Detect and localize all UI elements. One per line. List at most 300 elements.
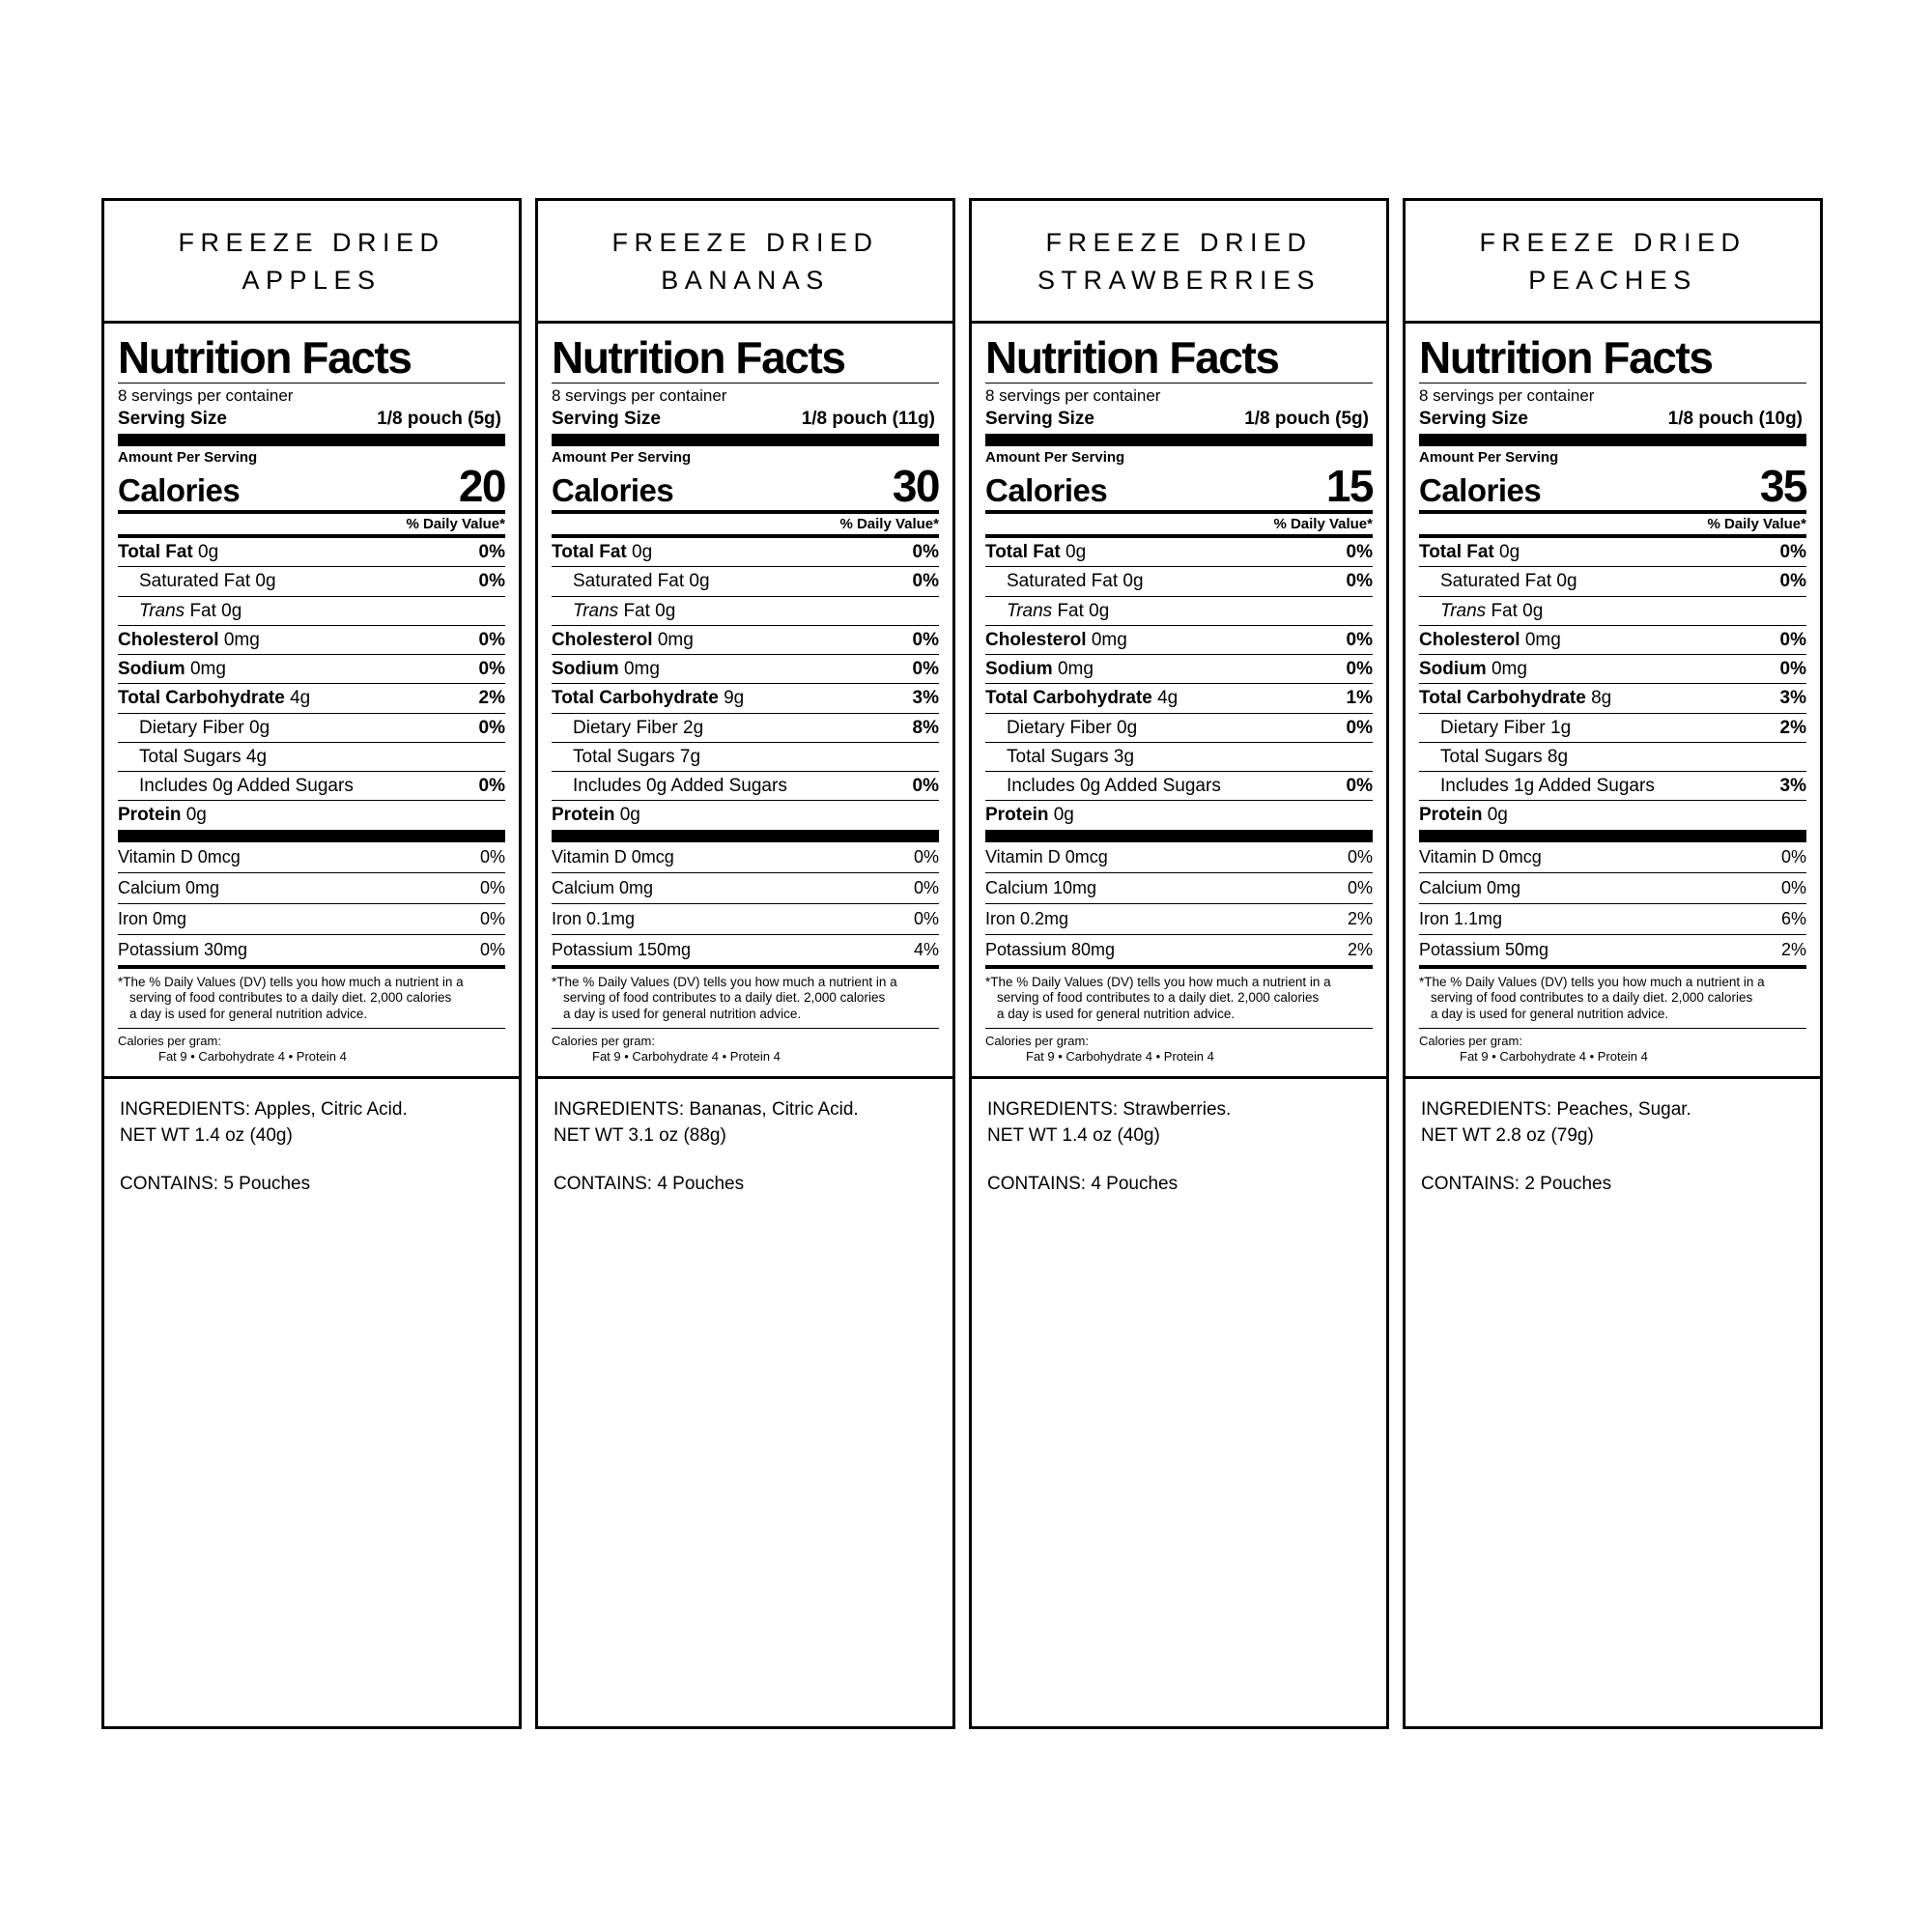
vitamin-daily-value: 0% (479, 908, 505, 928)
nutrient-row (552, 772, 939, 800)
nutrient-name (1419, 688, 1611, 708)
nutrient-name (552, 688, 744, 708)
vitamin-row (118, 873, 505, 903)
nutrient-amount: 1g (1550, 717, 1572, 738)
vitamin-name: Potassium 50mg (1419, 939, 1549, 959)
nutrition-facts-block (1406, 324, 1820, 1078)
nutrient-row (118, 655, 505, 683)
nutrient-name-text: Saturated Fat (1440, 571, 1552, 592)
nutrient-amount: 0g (1487, 805, 1508, 826)
calories-per-gram (552, 1029, 939, 1068)
amount-per-serving-label: Amount Per Serving (118, 449, 258, 467)
nutrient-daily-value: 0% (478, 541, 505, 562)
nutrient-name (1419, 542, 1520, 562)
nutrient-name (552, 542, 652, 562)
nutrient-amount: 2g (683, 717, 704, 738)
nutrient-name (985, 805, 1074, 825)
vitamin-daily-value: 4% (913, 939, 939, 959)
nutrient-name (1007, 776, 1221, 796)
nutrient-name-text: Dietary Fiber (1440, 717, 1546, 738)
nutrient-row (985, 801, 1373, 829)
calories-per-gram (985, 1029, 1373, 1068)
nutrient-name (1007, 571, 1144, 591)
nutrient-name (985, 688, 1178, 708)
nutrition-facts-block (538, 324, 952, 1078)
nutrient-daily-value: 0% (1779, 571, 1806, 592)
contains-text: CONTAINS: 4 Pouches (554, 1173, 745, 1194)
nutrient-name-text: Total Carbohydrate (985, 688, 1152, 709)
vitamin-name: Iron 0mg (118, 908, 187, 928)
footnote-line-3: a day is used for general nutrition advice. (1431, 1006, 1669, 1021)
divider-thick (552, 434, 939, 446)
nutrition-label-panel (101, 198, 522, 1729)
nutrition-facts-heading: Nutrition Facts (1419, 332, 1713, 384)
nutrient-name-text: Protein (552, 805, 615, 826)
nutrition-facts-heading: Nutrition Facts (118, 332, 412, 384)
nutrition-label-sheet (101, 198, 1831, 1729)
contains-text: CONTAINS: 5 Pouches (120, 1173, 311, 1194)
nutrient-amount: 0g (619, 805, 640, 826)
nutrient-daily-value: 0% (1346, 717, 1373, 738)
net-weight-text: NET WT 3.1 oz (88g) (554, 1125, 726, 1147)
vitamin-row (1419, 904, 1806, 934)
product-title (104, 201, 519, 324)
vitamin-row (552, 842, 939, 872)
nutrient-amount: 8g (1547, 746, 1569, 767)
amount-per-serving-label: Amount Per Serving (1419, 449, 1559, 467)
nutrient-daily-value: 0% (1779, 659, 1806, 680)
nutrient-name (118, 688, 310, 708)
nutrient-name-text: Saturated Fat (573, 571, 685, 592)
nutrient-amount: 0mg (223, 629, 260, 650)
footnote-line-2: serving of food contributes to a daily diet. 2,000 calories (1431, 990, 1753, 1006)
nutrient-row (985, 655, 1373, 683)
nutrient-name (552, 659, 660, 679)
divider-thick (118, 830, 505, 842)
vitamin-row (118, 935, 505, 965)
vitamin-row (552, 873, 939, 903)
calories-per-gram-values: Fat 9 • Carbohydrate 4 • Protein 4 (1460, 1049, 1648, 1065)
amount-per-serving-label: Amount Per Serving (552, 449, 692, 467)
nutrient-daily-value: 0% (912, 776, 939, 797)
nutrient-name-text: Cholesterol (118, 629, 219, 650)
daily-value-header: % Daily Value* (406, 515, 505, 532)
calories-per-gram-label: Calories per gram: (1419, 1034, 1522, 1049)
nutrient-name (118, 542, 218, 562)
nutrient-daily-value: 0% (478, 571, 505, 592)
serving-size-value: 1/8 pouch (5g) (1244, 409, 1369, 430)
calories-label: Calories (985, 472, 1108, 509)
serving-size-label: Serving Size (1419, 409, 1528, 430)
nutrient-daily-value: 3% (912, 688, 939, 709)
nutrient-row (118, 714, 505, 742)
nutrient-row (1419, 538, 1806, 566)
nutrient-daily-value: 0% (1779, 629, 1806, 650)
nutrient-row (552, 655, 939, 683)
vitamin-daily-value: 2% (1347, 939, 1373, 959)
vitamin-name: Calcium 10mg (985, 877, 1097, 897)
calories-per-gram-label: Calories per gram: (985, 1034, 1089, 1049)
product-title-line1: FREEZE DRIED (1479, 228, 1747, 257)
nutrient-name-text: Includes 0g Added Sugars (139, 776, 354, 797)
vitamin-name: Potassium 30mg (118, 939, 248, 959)
nutrient-name-text: Total Carbohydrate (118, 688, 285, 709)
vitamin-row (985, 935, 1373, 965)
nutrient-daily-value: 0% (1346, 541, 1373, 562)
nutrient-name-italic: Trans (1440, 600, 1487, 621)
nutrient-name-italic: Trans (573, 600, 619, 621)
vitamin-daily-value: 0% (479, 939, 505, 959)
nutrient-row (1419, 655, 1806, 683)
ingredients-block (104, 1079, 519, 1726)
contains-text: CONTAINS: 2 Pouches (1421, 1173, 1612, 1194)
nutrient-amount: 0mg (1091, 629, 1127, 650)
servings-per-container: 8 servings per container (1419, 386, 1595, 406)
nutrient-name-text: Protein (1419, 805, 1483, 826)
daily-value-footnote (1419, 969, 1806, 1028)
nutrient-amount: 0mg (623, 659, 660, 680)
nutrient-row (1419, 567, 1806, 595)
nutrient-name (1007, 747, 1134, 767)
nutrient-daily-value: 2% (478, 688, 505, 709)
product-title-line2: BANANAS (661, 266, 830, 296)
vitamin-daily-value: 6% (1780, 908, 1806, 928)
nutrient-amount: 4g (1157, 688, 1179, 709)
contains-text: CONTAINS: 4 Pouches (987, 1173, 1179, 1194)
nutrition-facts-heading: Nutrition Facts (985, 332, 1279, 384)
nutrition-label-panel (969, 198, 1389, 1729)
serving-size-row (118, 408, 505, 434)
vitamin-row (552, 935, 939, 965)
net-weight-text: NET WT 1.4 oz (40g) (987, 1125, 1160, 1147)
daily-value-footnote (552, 969, 939, 1028)
vitamin-row (985, 904, 1373, 934)
footnote-line-1: *The % Daily Values (DV) tells you how much a nutrient in a (985, 974, 1331, 989)
nutrient-name (573, 601, 675, 621)
footnote-line-3: a day is used for general nutrition advice. (563, 1006, 802, 1021)
vitamin-row (985, 873, 1373, 903)
nutrient-name (985, 659, 1094, 679)
vitamin-daily-value: 0% (913, 877, 939, 897)
footnote-line-1: *The % Daily Values (DV) tells you how much a nutrient in a (552, 974, 897, 989)
calories-label: Calories (552, 472, 674, 509)
nutrient-name (985, 542, 1086, 562)
divider-thick (985, 830, 1373, 842)
vitamin-name: Vitamin D 0mcg (118, 846, 241, 867)
nutrient-amount: 0mg (1524, 629, 1561, 650)
spacer (554, 1150, 937, 1171)
footnote-line-1: *The % Daily Values (DV) tells you how much a nutrient in a (118, 974, 464, 989)
nutrient-row (1419, 801, 1806, 829)
ingredients-block (972, 1079, 1386, 1726)
nutrient-row (552, 801, 939, 829)
vitamin-daily-value: 0% (479, 846, 505, 867)
vitamin-daily-value: 2% (1347, 908, 1373, 928)
vitamin-name: Potassium 80mg (985, 939, 1116, 959)
calories-per-gram-label: Calories per gram: (118, 1034, 221, 1049)
nutrient-row (1419, 626, 1806, 654)
nutrient-row (985, 684, 1373, 712)
product-title-line1: FREEZE DRIED (178, 228, 445, 257)
servings-per-container: 8 servings per container (985, 386, 1161, 406)
nutrient-name (573, 718, 703, 738)
nutrient-row (118, 567, 505, 595)
nutrient-name-text: Total Sugars (1440, 746, 1543, 767)
nutrient-amount: 0mg (1491, 659, 1527, 680)
calories-row (1419, 461, 1806, 512)
nutrient-row (118, 801, 505, 829)
nutrient-row (1419, 743, 1806, 771)
serving-size-label: Serving Size (552, 409, 661, 430)
calories-per-gram-label: Calories per gram: (552, 1034, 655, 1049)
nutrient-name (1419, 659, 1527, 679)
nutrient-name-text: Sodium (1419, 659, 1487, 680)
nutrient-name-text: Total Sugars (1007, 746, 1109, 767)
footnote-line-3: a day is used for general nutrition advice. (129, 1006, 368, 1021)
nutrition-facts-block (972, 324, 1386, 1078)
nutrient-amount: 0mg (189, 659, 226, 680)
nutrient-name-italic: Trans (1007, 600, 1053, 621)
nutrient-name (118, 659, 226, 679)
vitamin-name: Vitamin D 0mcg (1419, 846, 1542, 867)
serving-size-value: 1/8 pouch (10g) (1667, 409, 1803, 430)
nutrient-daily-value: 0% (1346, 571, 1373, 592)
vitamin-row (985, 842, 1373, 872)
nutrient-row (1419, 597, 1806, 625)
vitamin-name: Iron 1.1mg (1419, 908, 1503, 928)
vitamin-daily-value: 0% (913, 846, 939, 867)
nutrient-name (1440, 776, 1655, 796)
nutrient-name-suffix: Fat 0g (1491, 600, 1544, 621)
nutrition-label-panel (535, 198, 955, 1729)
nutrient-row (1419, 684, 1806, 712)
calories-per-gram (1419, 1029, 1806, 1068)
spacer (1421, 1150, 1804, 1171)
net-weight-text: NET WT 1.4 oz (40g) (120, 1125, 293, 1147)
vitamin-daily-value: 0% (913, 908, 939, 928)
vitamin-row (118, 904, 505, 934)
nutrient-row (552, 743, 939, 771)
nutrient-daily-value: 3% (1779, 688, 1806, 709)
spacer (987, 1150, 1371, 1171)
vitamin-name: Vitamin D 0mcg (552, 846, 674, 867)
nutrient-name (1419, 805, 1508, 825)
vitamin-daily-value: 0% (1780, 846, 1806, 867)
vitamin-name: Calcium 0mg (118, 877, 220, 897)
product-title-line1: FREEZE DRIED (1045, 228, 1313, 257)
nutrient-row (985, 597, 1373, 625)
calories-row (552, 461, 939, 512)
nutrient-name (139, 747, 267, 767)
nutrient-amount: 0mg (1057, 659, 1094, 680)
nutrient-name (552, 805, 640, 825)
footnote-line-1: *The % Daily Values (DV) tells you how much a nutrient in a (1419, 974, 1765, 989)
product-title-line1: FREEZE DRIED (611, 228, 879, 257)
nutrient-name (139, 776, 354, 796)
nutrient-amount: 0g (689, 571, 710, 592)
nutrient-amount: 0g (255, 571, 276, 592)
divider-thick (1419, 434, 1806, 446)
nutrient-amount: 8g (1591, 688, 1612, 709)
daily-value-footnote (118, 969, 505, 1028)
nutrient-amount: 0g (1556, 571, 1577, 592)
calories-value: 30 (892, 461, 939, 512)
nutrient-daily-value: 0% (1346, 629, 1373, 650)
nutrient-name (1440, 747, 1568, 767)
nutrient-row (552, 538, 939, 566)
nutrient-daily-value: 0% (912, 541, 939, 562)
nutrient-name (552, 630, 694, 650)
product-title-line2: STRAWBERRIES (1037, 266, 1321, 296)
nutrient-amount: 0g (249, 717, 270, 738)
vitamin-daily-value: 0% (479, 877, 505, 897)
nutrient-name-suffix: Fat 0g (1057, 600, 1110, 621)
vitamin-name: Iron 0.1mg (552, 908, 636, 928)
serving-size-row (1419, 408, 1806, 434)
footnote-line-2: serving of food contributes to a daily diet. 2,000 calories (129, 990, 452, 1006)
nutrient-name-text: Total Carbohydrate (552, 688, 719, 709)
divider-thick (118, 434, 505, 446)
nutrient-daily-value: 8% (912, 717, 939, 738)
product-title-line2: APPLES (242, 266, 382, 296)
nutrient-row (985, 772, 1373, 800)
servings-per-container: 8 servings per container (552, 386, 727, 406)
nutrition-facts-block (104, 324, 519, 1078)
nutrient-row (1419, 772, 1806, 800)
calories-per-gram-values: Fat 9 • Carbohydrate 4 • Protein 4 (592, 1049, 781, 1065)
nutrient-name-text: Total Fat (1419, 541, 1494, 562)
nutrition-label-panel (1403, 198, 1823, 1729)
product-title (972, 201, 1386, 324)
nutrient-name (985, 630, 1127, 650)
product-title-line2: PEACHES (1528, 266, 1697, 296)
serving-size-label: Serving Size (118, 409, 227, 430)
nutrient-daily-value: 0% (478, 776, 505, 797)
vitamin-daily-value: 0% (1347, 877, 1373, 897)
vitamin-name: Iron 0.2mg (985, 908, 1069, 928)
daily-value-header: % Daily Value* (1273, 515, 1373, 532)
nutrient-name-text: Cholesterol (985, 629, 1087, 650)
nutrient-name (1440, 571, 1577, 591)
divider-thick (552, 830, 939, 842)
serving-size-value: 1/8 pouch (5g) (377, 409, 501, 430)
daily-value-header: % Daily Value* (1707, 515, 1806, 532)
nutrient-name-text: Saturated Fat (1007, 571, 1119, 592)
vitamin-daily-value: 2% (1780, 939, 1806, 959)
nutrient-amount: 0g (1122, 571, 1144, 592)
nutrient-row (985, 714, 1373, 742)
serving-size-row (552, 408, 939, 434)
nutrient-row (552, 567, 939, 595)
nutrient-amount: 0mg (657, 629, 694, 650)
footnote-line-2: serving of food contributes to a daily diet. 2,000 calories (997, 990, 1320, 1006)
calories-row (118, 461, 505, 512)
vitamin-row (552, 904, 939, 934)
nutrient-row (118, 743, 505, 771)
calories-per-gram-values: Fat 9 • Carbohydrate 4 • Protein 4 (158, 1049, 347, 1065)
divider-thick (985, 434, 1373, 446)
nutrient-amount: 7g (679, 746, 701, 767)
nutrient-daily-value: 0% (478, 659, 505, 680)
nutrient-name-text: Sodium (552, 659, 619, 680)
footnote-line-3: a day is used for general nutrition advice. (997, 1006, 1236, 1021)
nutrient-row (118, 597, 505, 625)
ingredients-text: INGREDIENTS: Apples, Citric Acid. (120, 1098, 408, 1120)
footnote-line-2: serving of food contributes to a daily diet. 2,000 calories (563, 990, 886, 1006)
nutrient-name-text: Total Fat (985, 541, 1061, 562)
daily-value-header: % Daily Value* (839, 515, 939, 532)
vitamin-name: Vitamin D 0mcg (985, 846, 1108, 867)
nutrient-name (139, 718, 270, 738)
nutrient-name-text: Total Fat (118, 541, 193, 562)
net-weight-text: NET WT 2.8 oz (79g) (1421, 1125, 1594, 1147)
nutrient-name-text: Protein (118, 805, 182, 826)
vitamin-name: Potassium 150mg (552, 939, 692, 959)
vitamin-row (1419, 873, 1806, 903)
nutrient-amount: 3g (1113, 746, 1135, 767)
nutrient-daily-value: 0% (478, 717, 505, 738)
nutrient-daily-value: 0% (912, 571, 939, 592)
product-title (538, 201, 952, 324)
nutrient-amount: 0g (1117, 717, 1138, 738)
nutrient-row (552, 684, 939, 712)
nutrient-name-text: Total Fat (552, 541, 627, 562)
nutrient-row (985, 743, 1373, 771)
ingredients-text: INGREDIENTS: Bananas, Citric Acid. (554, 1098, 859, 1120)
nutrient-daily-value: 0% (1779, 541, 1806, 562)
calories-value: 20 (458, 461, 505, 512)
calories-per-gram (118, 1029, 505, 1068)
nutrient-row (552, 714, 939, 742)
nutrient-daily-value: 1% (1346, 688, 1373, 709)
amount-per-serving-label: Amount Per Serving (985, 449, 1125, 467)
nutrient-name-text: Total Sugars (573, 746, 675, 767)
nutrient-name (139, 601, 242, 621)
nutrient-name (118, 630, 260, 650)
nutrient-daily-value: 0% (478, 629, 505, 650)
vitamin-daily-value: 0% (1780, 877, 1806, 897)
nutrient-name (1440, 718, 1571, 738)
nutrient-name-italic: Trans (139, 600, 185, 621)
nutrient-name-text: Includes 0g Added Sugars (1007, 776, 1221, 797)
nutrient-amount: 0g (632, 541, 653, 562)
nutrient-amount: 0g (1065, 541, 1087, 562)
nutrient-name-text: Includes 1g Added Sugars (1440, 776, 1655, 797)
nutrient-daily-value: 0% (1346, 659, 1373, 680)
vitamin-row (118, 842, 505, 872)
serving-size-label: Serving Size (985, 409, 1094, 430)
nutrient-amount: 9g (724, 688, 745, 709)
calories-row (985, 461, 1373, 512)
nutrient-name-suffix: Fat 0g (189, 600, 242, 621)
nutrient-name (118, 805, 207, 825)
nutrient-name-text: Sodium (985, 659, 1053, 680)
nutrient-amount: 0g (198, 541, 219, 562)
nutrient-name-text: Cholesterol (552, 629, 653, 650)
vitamin-name: Calcium 0mg (552, 877, 654, 897)
nutrient-name-text: Sodium (118, 659, 185, 680)
vitamin-row (1419, 935, 1806, 965)
nutrient-name-text: Dietary Fiber (1007, 717, 1112, 738)
nutrient-name-text: Dietary Fiber (573, 717, 678, 738)
divider-thick (1419, 830, 1806, 842)
product-title (1406, 201, 1820, 324)
nutrient-amount: 4g (290, 688, 311, 709)
nutrient-name-text: Protein (985, 805, 1049, 826)
nutrient-name (1419, 630, 1561, 650)
serving-size-value: 1/8 pouch (11g) (801, 409, 935, 430)
nutrient-amount: 0g (1053, 805, 1074, 826)
